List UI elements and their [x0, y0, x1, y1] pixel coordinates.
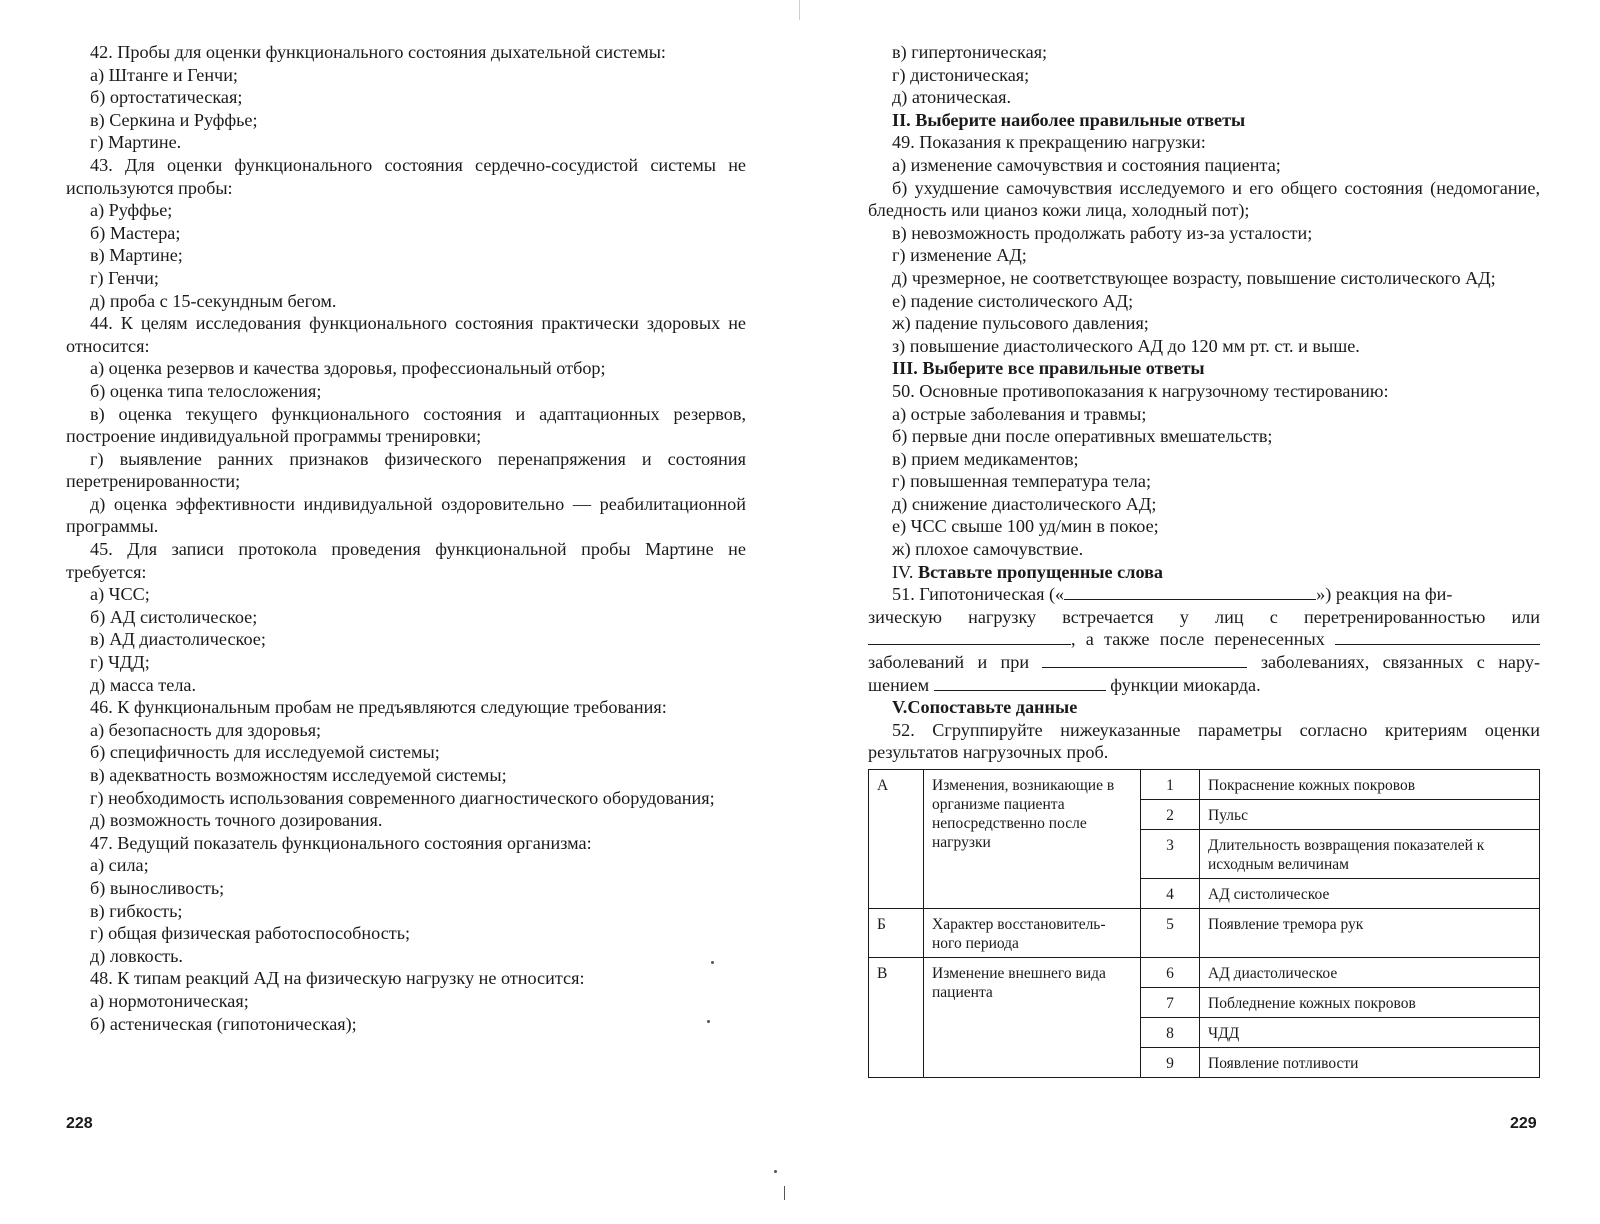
answer-option: а) нормотоническая; [90, 990, 249, 1011]
parameter-name: Появление потливости [1200, 1048, 1540, 1078]
answer-option: в) гибкость; [90, 900, 183, 921]
question-paragraph: 42. Пробы для оценки функционального состояния дыхательной системы: [90, 42, 666, 62]
page-number: 228 [66, 1115, 93, 1132]
answer-option: б) ортостатическая; [90, 87, 243, 108]
page-gutter [784, 1186, 785, 1200]
parameter-number: 6 [1141, 958, 1200, 988]
answer-option: а) острые заболевания и травмы; [892, 403, 1147, 424]
answer-option: б) оценка типа телосложения; [90, 380, 322, 401]
question-paragraph: г) выявление ранних признаков физического перенапряжения и состояния перетренированности; [66, 448, 746, 492]
table-row [869, 770, 1540, 800]
answer-option: з) повышение диастолического АД до 120 мм рт. ст. и выше. [892, 335, 1360, 356]
question-paragraph: 43. Для оценки функционального состояния сердечно-сосудистой системы не используются пробы: [66, 154, 746, 198]
question-paragraph: г) необходимость использования современного диагностического оборудования; [90, 787, 715, 808]
answer-option: б) АД систолическое; [90, 606, 258, 627]
answer-option: ж) плохое самочувствие. [892, 539, 1084, 560]
answer-option: б) астеническая (гипотоническая); [90, 1013, 357, 1034]
right-page [800, 0, 1600, 1224]
answer-blank [1064, 583, 1316, 600]
parameter-name: Побледнение кожных покровов [1200, 988, 1540, 1018]
question-paragraph: 48. К типам реакций АД на физическую нагрузку не относится: [90, 968, 585, 989]
answer-option: а) Руффье; [90, 200, 173, 221]
scan-speck [774, 1170, 777, 1173]
q51-line-2: зическую нагрузку встречается у лиц с перетренированностью или [868, 606, 1540, 627]
answer-option: д) проба с 15-секундным бегом. [90, 290, 337, 311]
answer-option: ж) падение пульсового давления; [892, 313, 1149, 334]
answer-option: г) общая физическая работоспособность; [90, 923, 411, 944]
answer-option: е) ЧСС свыше 100 уд/мин в покое; [892, 516, 1159, 537]
group-letter: А [869, 770, 924, 909]
parameter-name: АД диастолическое [1200, 958, 1540, 988]
answer-option: д) возможность точного дозирования. [90, 810, 383, 831]
section-v-heading: V.Сопоставьте данные [892, 697, 1078, 718]
question-paragraph: 47. Ведущий показатель функционального состояния организма: [90, 832, 592, 853]
answer-option: а) ЧСС; [90, 584, 150, 605]
answer-option: д) ловкость. [90, 945, 183, 966]
answer-option: г) дистоническая; [892, 64, 1030, 85]
answer-option: г) изменение АД; [892, 245, 1027, 266]
question-paragraph: д) чрезмерное, не соответствующее возрасту, повышение систолического АД; [892, 267, 1496, 288]
parameter-name: ЧДД [1200, 1018, 1540, 1048]
question-paragraph: 44. К целям исследования функционального состояния практически здоровых не относится: [66, 313, 746, 356]
parameter-number: 4 [1141, 879, 1200, 909]
left-page-text [66, 41, 746, 1035]
group-criterion: Характер восстановитель-ного периода [924, 909, 1141, 958]
answer-option: а) изменение самочувствия и состояния пациента; [892, 154, 1281, 175]
table-row [869, 909, 1540, 958]
answer-option: а) Штанге и Генчи; [90, 64, 238, 85]
answer-blank [1335, 628, 1540, 645]
question-52: 52. Сгруппируйте нижеуказанные параметры согласно критериям оценки результатов нагрузочных проб. [868, 719, 1540, 763]
section-heading: III. Выберите все правильные ответы [892, 358, 1205, 379]
q51-line-4: заболеваний и при заболеваниях, связанных с нару- [868, 652, 1540, 673]
parameter-number: 9 [1141, 1048, 1200, 1078]
group-letter: Б [869, 909, 924, 958]
question-paragraph: 49. Показания к прекращению нагрузки: [892, 132, 1206, 153]
group-criterion: Изменение внешнего вида пациента [924, 958, 1141, 1078]
parameter-number: 2 [1141, 800, 1200, 830]
question-paragraph: 45. Для записи протокола проведения функциональной пробы Мартине не требуется: [66, 539, 746, 582]
answer-blank [1042, 651, 1247, 668]
answer-option: в) Серкина и Руффье; [90, 109, 258, 130]
question-paragraph: 50. Основные противопоказания к нагрузочному тестированию: [892, 380, 1389, 401]
answer-option: в) АД диастолическое; [90, 629, 266, 650]
answer-option: г) ЧДД; [90, 652, 150, 673]
answer-option: в) невозможность продолжать работу из-за усталости; [892, 222, 1313, 243]
group-criterion: Изменения, возникающие в организме пациента непосредственно после нагрузки [924, 770, 1141, 909]
answer-option: г) Мартине. [90, 132, 182, 153]
parameter-name: АД систолическое [1200, 879, 1540, 909]
answer-blank [868, 628, 1071, 645]
matching-table-body [869, 770, 1540, 1078]
answer-option: б) выносливость; [90, 877, 225, 898]
answer-option: а) сила; [90, 855, 149, 876]
matching-table [868, 769, 1540, 1078]
q51-line-1: 51. Гипотоническая (« ») реакция на фи- [892, 584, 1453, 605]
parameter-number: 7 [1141, 988, 1200, 1018]
answer-option: г) Генчи; [90, 267, 159, 288]
answer-option: г) повышенная температура тела; [892, 471, 1151, 492]
q51-line-5: шением функции миокарда. [868, 674, 1261, 695]
answer-option: б) Мастера; [90, 222, 181, 243]
answer-option: д) атоническая. [892, 87, 1012, 108]
parameter-number: 3 [1141, 830, 1200, 879]
answer-option: в) адекватность возможностям исследуемой системы; [90, 765, 507, 785]
answer-option: а) оценка резервов и качества здоровья, профессиональный отбор; [90, 358, 606, 379]
scan-speck [707, 1020, 710, 1023]
parameter-number: 5 [1141, 909, 1200, 958]
answer-option: е) падение систолического АД; [892, 290, 1134, 311]
q51-line-3: , а также после перенесенных [868, 628, 1540, 651]
parameter-name: Пульс [1200, 800, 1540, 830]
question-paragraph: в) оценка текущего функционального состояния и адаптационных резервов, построение индивидуальной программы тренировки; [66, 403, 746, 447]
page-number: 229 [1510, 1115, 1537, 1132]
answer-option: д) масса тела. [90, 674, 197, 695]
answer-option: б) специфичность для исследуемой системы; [90, 742, 440, 763]
section-heading: II. Выберите наиболее правильные ответы [892, 109, 1246, 130]
parameter-name: Появление тремора рук [1200, 909, 1540, 958]
answer-option: в) гипертоническая; [892, 42, 1048, 62]
answer-option: а) безопасность для здоровья; [90, 719, 322, 740]
scan-speck [711, 961, 714, 964]
group-letter: В [869, 958, 924, 1078]
parameter-number: 1 [1141, 770, 1200, 800]
answer-blank [934, 674, 1106, 691]
answer-option: б) первые дни после оперативных вмешательств; [892, 426, 1273, 447]
answer-option: в) прием медикаментов; [892, 448, 1079, 469]
question-paragraph: б) ухудшение самочувствия исследуемого и его общего состояния (недомогание, бледность или цианоз кожи лица, холодный пот); [868, 177, 1540, 221]
section-iv-heading: IV. Вставьте пропущенные слова [892, 561, 1164, 582]
parameter-name: Покраснение кожных покровов [1200, 770, 1540, 800]
right-page-text [868, 41, 1540, 1078]
parameter-number: 8 [1141, 1018, 1200, 1048]
answer-option: д) снижение диастолического АД; [892, 493, 1157, 514]
right-page-lines [868, 41, 1540, 561]
parameter-name: Длительность возвращения показателей к исходным величинам [1200, 830, 1540, 879]
table-row [869, 958, 1540, 988]
question-paragraph: д) оценка эффективности индивидуальной оздоровительно — реабилитационной программы. [66, 493, 746, 537]
answer-option: в) Мартине; [90, 245, 183, 266]
question-paragraph: 46. К функциональным пробам не предъявляются следующие требования: [90, 697, 667, 718]
